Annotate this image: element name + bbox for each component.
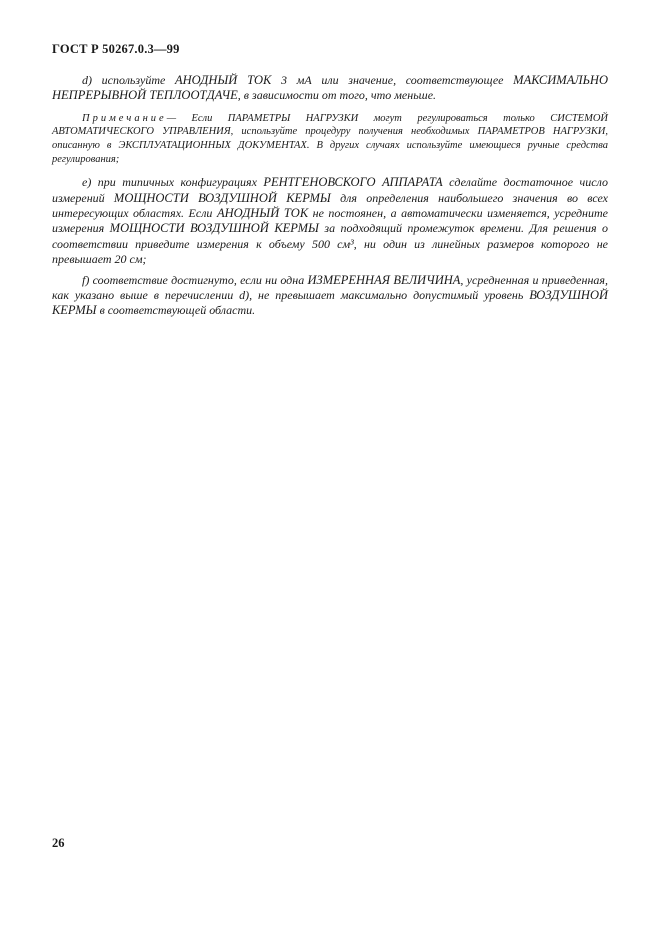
text-run: . В других случаях используйте имеющиеся ручные средства регулирования;	[52, 140, 608, 165]
term-loading-factors-gen: ПАРАМЕТРОВ НАГРУЗКИ	[477, 126, 606, 138]
text-run: не постоянен, а автоматически изменяется, усредните измерения	[52, 206, 608, 236]
list-item-f	[52, 273, 608, 319]
text-run: d) используйте	[82, 73, 175, 87]
term-measured-value: ИЗМЕРЕННАЯ ВЕЛИЧИНА	[307, 272, 461, 287]
note-label: Примечание	[82, 112, 167, 124]
text-run: f) соответствие достигнуто, если ни одна	[82, 272, 308, 287]
text-run: за подходящий промежуток времени. Для решения о соответствии приведите измерения к объему 500 см³, ни один из линейных размеров которого не превышает 20 см;	[52, 221, 608, 267]
text-run: — Если	[166, 112, 228, 124]
list-item-d	[52, 73, 608, 104]
term-automatic-control-system: СИСТЕМОЙ АВТОМАТИЧЕСКОГО УПРАВЛЕНИЯ	[52, 112, 608, 138]
term-air-kerma-rate-2: МОЩНОСТИ ВОЗДУШНОЙ КЕРМЫ	[109, 221, 319, 236]
note	[52, 112, 608, 166]
text-run: 3 мА или значение, соответствующее	[271, 73, 514, 87]
text-run: , используйте процедуру получения необходимых	[230, 126, 478, 138]
term-loading-factors: ПАРАМЕТРЫ НАГРУЗКИ	[227, 112, 359, 124]
term-accompanying-documents: ЭКСПЛУАТАЦИОННЫХ ДОКУМЕНТАХ	[118, 140, 307, 151]
text-run: , описанную в	[52, 126, 609, 151]
document-body	[52, 73, 608, 324]
text-run: могут регулироваться только	[358, 112, 551, 124]
term-anode-current-2: АНОДНЫЙ ТОК	[216, 206, 309, 220]
list-item-e	[52, 175, 608, 267]
term-x-ray-equipment: РЕНТГЕНОВСКОГО АППАРАТА	[263, 175, 443, 190]
text-run: , усредненная и приведенная, как указано выше в перечислении d), не превышает максимально допустимый уровень	[52, 272, 608, 303]
text-run: e) при типичных конфигурациях	[82, 175, 264, 190]
page-number: 26	[52, 836, 65, 850]
text-run: сделайте достаточное число измерений	[52, 175, 608, 205]
text-run: в соответствующей области.	[96, 303, 256, 318]
term-air-kerma-rate: МОЩНОСТИ ВОЗДУШНОЙ КЕРМЫ	[113, 190, 331, 205]
document-header: ГОСТ Р 50267.0.3—99	[52, 42, 180, 56]
text-run: для определения наибольшего значения во всех интересующих областях. Если	[52, 190, 609, 220]
text-run: , в зависимости от того, что меньше.	[237, 88, 437, 103]
term-max-heat-dissipation: МАКСИМАЛЬНО НЕПРЕРЫВНОЙ ТЕПЛООТДАЧЕ	[52, 73, 608, 103]
term-anode-current: АНОДНЫЙ ТОК	[174, 73, 272, 87]
term-air-kerma: ВОЗДУШНОЙ КЕРМЫ	[52, 288, 608, 318]
